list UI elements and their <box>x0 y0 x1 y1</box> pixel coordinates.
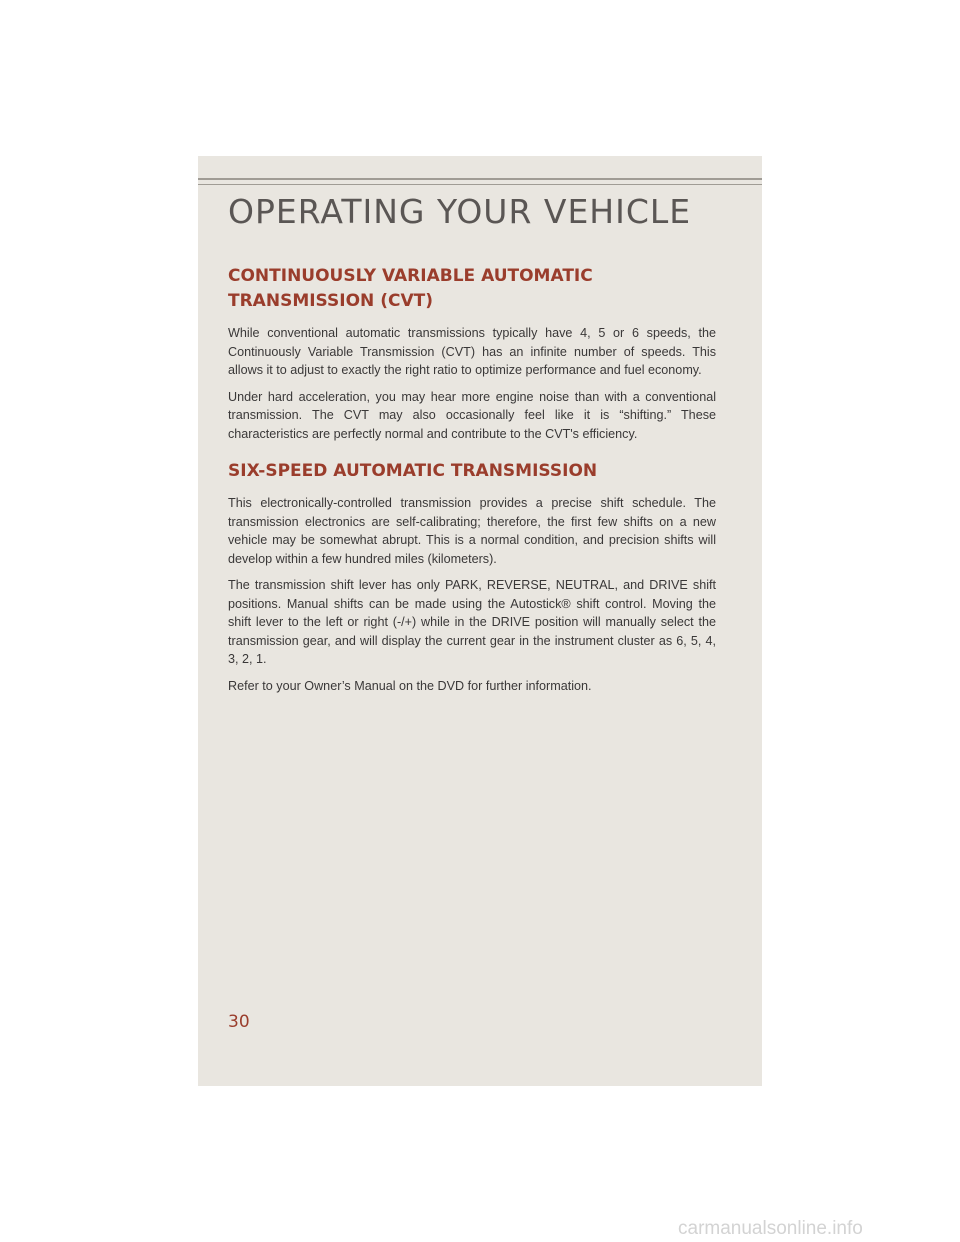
header-rule-top <box>198 178 762 180</box>
manual-page <box>198 156 762 1086</box>
section-title: OPERATING YOUR VEHICLE <box>228 192 692 231</box>
cvt-paragraph-2: Under hard acceleration, you may hear more engine noise than with a conventional transmission. The CVT may also occasionally feel like it is “shifting.” These characteristics are perfectly normal and contribute to the CVT's efficiency. <box>228 389 716 441</box>
footer-watermark: carmanualsonline.info <box>678 1218 863 1239</box>
six-speed-heading: SIX-SPEED AUTOMATIC TRANSMISSION <box>228 461 598 481</box>
cvt-paragraph-1: While conventional automatic transmissions typically have 4, 5 or 6 speeds, the Continuously Variable Transmission (CVT) has an infinite number of speeds. This allows it to adjust to exactly the right ratio to optimize performance and fuel economy. <box>228 326 716 377</box>
six-speed-paragraph-2: The transmission shift lever has only PARK, REVERSE, NEUTRAL, and DRIVE shift positions. Manual shifts can be made using the Autostick® shift control. Moving the shift lever to the left or right (-/+) while in the DRIVE position will manually select the transmission gear, and will display the current gear in the instrument cluster as 6, 5, 4, 3, 2, 1. <box>228 578 716 666</box>
six-speed-paragraph-3: Refer to your Owner’s Manual on the DVD for further information. <box>228 678 592 693</box>
header-rule-bottom <box>198 184 762 185</box>
page-number: 30 <box>228 1012 250 1032</box>
cvt-heading-line1: CONTINUOUSLY VARIABLE AUTOMATIC <box>228 266 593 286</box>
six-speed-paragraph-1: This electronically-controlled transmission provides a precise shift schedule. The transmission electronics are self-calibrating; therefore, the first few shifts on a new vehicle may be somewhat abrupt. This is a normal condition, and precision shifts will develop within a few hundred miles (kilometers). <box>228 496 716 566</box>
cvt-heading <box>228 264 716 314</box>
page-content <box>228 264 716 703</box>
cvt-heading-line2: TRANSMISSION (CVT) <box>228 291 433 311</box>
